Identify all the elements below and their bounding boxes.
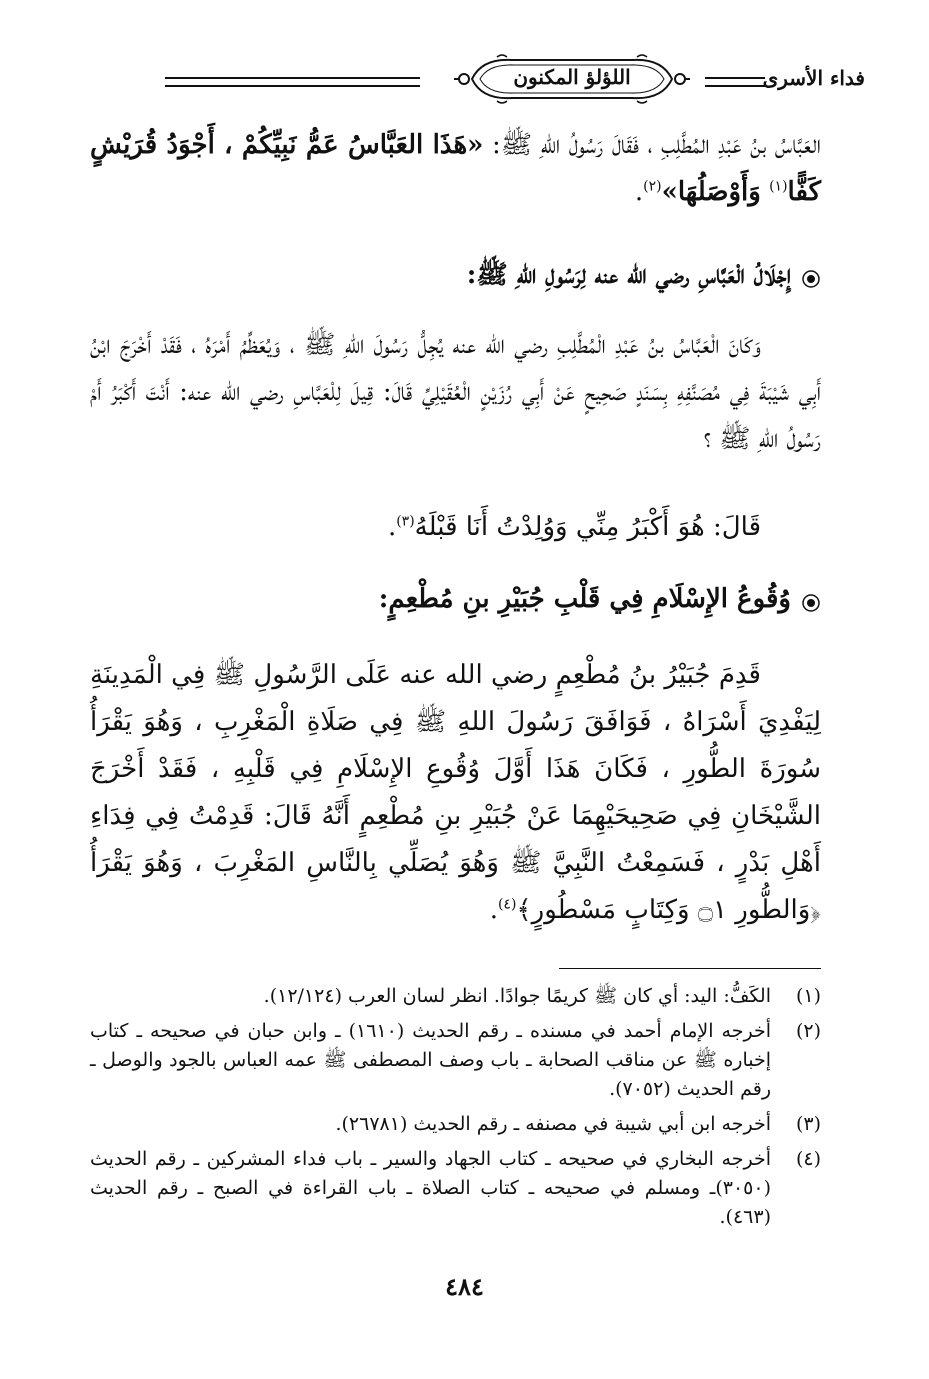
footnote-number: (٢) [795,1020,821,1042]
paragraph-2-text: وَكَانَ الْعَبَّاسُ بنُ عَبْدِ الْمُطَّلِبِ رضي الله عنه يُجِلُّ رَسُولَ اللهِ ﷺ ، وَيُعَظِّمُ أَمْرَهُ ، فَقَدْ أَخْرَجَ ابْنُ أَبِي شَيْبَةَ فِي مُصَنَّفِهِ بِسَنَدٍ صَحِيحٍ عَنْ أَبِي رُزَيْنٍ الْعُقَيْلِيِّ قَالَ: قِيلَ لِلْعَبَّاسِ رضي الله عنه: أَنْتَ أَكْبَرُ أَمْ رَسُولُ اللهِ ﷺ ؟ [90,330,821,454]
footnote-text: أخرجه الإمام أحمد في مسنده ـ رقم الحديث (١٦١٠) ـ وابن حبان في صحيحه ـ كتاب إخباره ﷺ عن مناقب الصحابة ـ باب وصف المصطفى ﷺ عمه العباس بالجود والوصل ـ رقم الحديث (٧٠٥٢). [90,1020,771,1100]
footnote-text: أخرجه ابن أبي شيبة في مصنفه ـ رقم الحديث (٢٦٧٨١). [335,1113,771,1135]
hadith-quote: «هَذَا العَبَّاسُ عَمُّ نَبِيِّكُمْ ، أَجْوَدُ قُرَيْشٍ كَفًّا [90,130,821,207]
footnote-number: (٤) [795,1148,821,1170]
chapter-title: فداء الأسرى [762,66,865,90]
page-number: ٤٨٤ [445,1272,484,1301]
header-rule-left [165,77,420,87]
footnote-1 [90,982,821,1011]
paragraph-3 [388,512,761,542]
section-heading-1 [467,258,821,296]
sentence-end: . [489,895,498,925]
running-header [70,52,865,108]
footnote-ref-2[interactable]: (٢) [643,178,662,195]
footnote-2 [90,1017,821,1104]
footnotes [90,982,821,1238]
footnote-separator [559,968,821,969]
footnote-text: أخرجه البخاري في صحيحه ـ كتاب الجهاد والسير ـ باب فداء المشركين ـ رقم الحديث (٣٠٥٠)ـ ومسلم في صحيحه ـ كتاب الصلاة ـ باب القراءة في الصبح ـ رقم الحديث (٤٦٣). [90,1148,771,1228]
section-heading-2-text: وُقُوعُ الإِسْلَامِ فِي قَلْبِ جُبَيْرِ بنِ مُطْعِمٍ: [378,584,791,614]
paragraph-3-text: قَالَ: هُوَ أَكْبَرُ مِنِّي وَوُلِدْتُ أَنَا قَبْلَهُ [414,512,761,542]
footnote-number: (١) [795,985,821,1007]
sentence-end: . [387,512,397,542]
paragraph-4-text: قَدِمَ جُبَيْرُ بنُ مُطْعِمٍ رضي الله عنه عَلَى الرَّسُولِ ﷺ فِي الْمَدِينَةِ لِيَفْدِيَ أَسْرَاهُ ، فَوَافَقَ رَسُولَ اللهِ ﷺ فِي صَلَاةِ الْمَغْرِبِ ، وَهُوَ يَقْرَأُ سُورَةَ الطُّورِ ، فَكَانَ هَذَا أَوَّلَ وُقُوعِ الإِسْلَامِ فِي قَلْبِهِ ، فَقَدْ أَخْرَجَ الشَّيْخَانِ فِي صَحِيحَيْهِمَا عَنْ جُبَيْرِ بنِ مُطْعِمٍ أَنَّهُ قَالَ: قَدِمْتُ فِي فِدَاءِ أَهْلِ بَدْرٍ ، فَسَمِعْتُ النَّبِيَّ ﷺ وَهُوَ يُصَلِّي بِالنَّاسِ المَغْرِبَ ، وَهُوَ يَقْرَأُ ﴿وَالطُّورِ ۝١ وَكِتَابٍ مَسْطُورٍ﴾ [90,660,821,925]
flower-bullet-icon [801,590,821,610]
footnote-text: الكَفُّ: اليد: أي كان ﷺ كريمًا جوادًا. انظر لسان العرب (١٢/١٢٤). [263,985,771,1007]
header-rule-right [705,77,765,87]
footnote-number: (٣) [795,1113,821,1135]
footnote-ref-1[interactable]: (١) [769,178,788,195]
paragraph-1 [90,122,821,216]
footnote-3 [90,1110,821,1139]
section-heading-1-text: إِجْلَالُ الْعَبَّاسِ رضي الله عنه لِرَسُولِ اللهِ ﷺ: [466,260,791,290]
book-title: اللؤلؤ المكنون [513,65,631,89]
paragraph-2 [90,322,821,463]
section-heading-2 [379,584,821,614]
hadith-quote-end: وَأَوْصَلُهَا» [661,177,761,207]
book-title-ornament [452,52,692,106]
sentence-end: . [634,177,644,207]
footnote-4 [90,1145,821,1232]
footnote-ref-4[interactable]: (٤) [497,896,517,913]
paragraph-4 [90,652,821,934]
paragraph-1-text: العَبَّاسُ بنُ عَبْدِ المُطَّلِبِ ، فَقَالَ رَسُولُ اللهِ ﷺ: [491,130,821,160]
footnote-ref-3[interactable]: (٣) [396,513,415,530]
flower-bullet-icon [801,266,821,286]
